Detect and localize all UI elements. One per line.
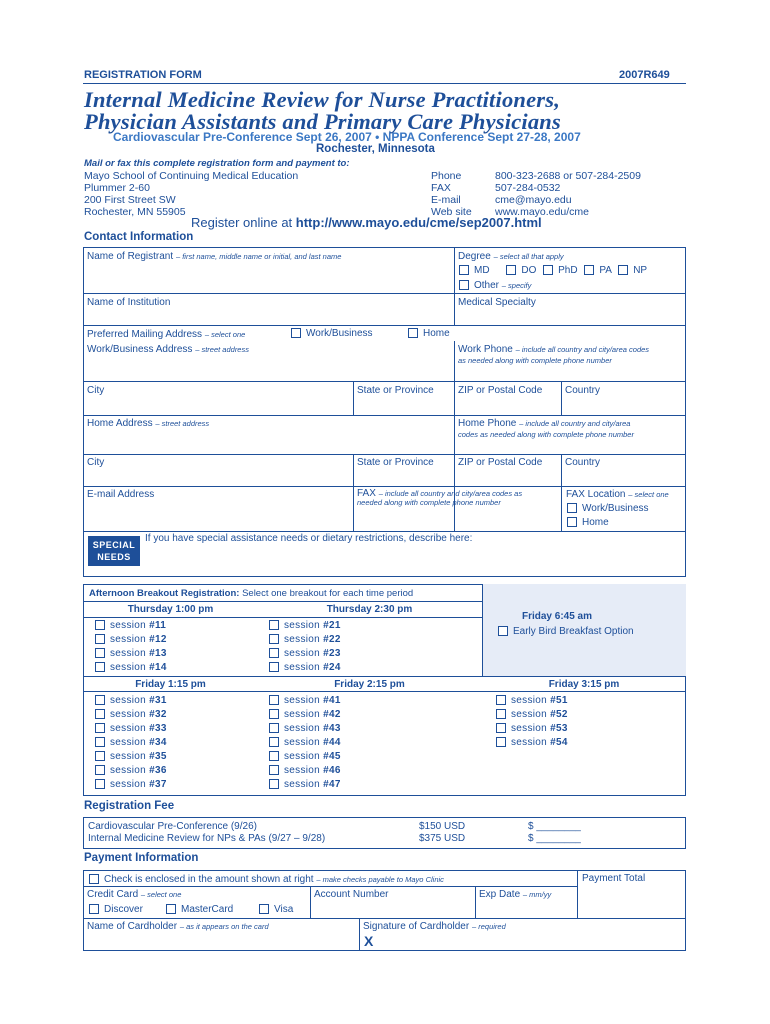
special-needs-badge: SPECIAL NEEDS [88, 536, 140, 566]
session-51-checkbox[interactable]: session #51 [496, 695, 568, 706]
fee-heading: Registration Fee [84, 800, 175, 812]
zip-label[interactable]: ZIP or Postal Code [458, 385, 543, 396]
session-22-checkbox[interactable]: session #22 [269, 634, 341, 645]
fax-location-label: FAX Location – select one [566, 489, 669, 500]
fri3-heading: Friday 3:15 pm [548, 679, 620, 690]
state-label[interactable]: State or Province [357, 385, 434, 396]
md-checkbox[interactable]: MD [459, 265, 490, 276]
phd-checkbox[interactable]: PhD [543, 265, 577, 276]
city-label[interactable]: City [87, 385, 105, 396]
institution-label[interactable]: Name of Institution [87, 297, 171, 308]
special-needs-text[interactable]: If you have special assistance needs or dietary restrictions, describe here: [145, 533, 473, 544]
form-title: REGISTRATION FORM [84, 69, 202, 81]
fri1-heading: Friday 1:15 pm [135, 679, 206, 690]
payment-heading: Payment Information [84, 852, 199, 864]
session-45-checkbox[interactable]: session #45 [269, 751, 341, 762]
contact-values: 800-323-2688 or 507-284-2509 507-284-0532 cme@mayo.edu www.mayo.edu/cme [495, 170, 641, 218]
discover-checkbox[interactable]: Discover [89, 904, 143, 915]
thu1-heading: Thursday 1:00 pm [127, 604, 214, 615]
session-34-checkbox[interactable]: session #34 [95, 737, 167, 748]
session-54-checkbox[interactable]: session #54 [496, 737, 568, 748]
mail-home-checkbox[interactable]: Home [408, 328, 450, 339]
session-21-checkbox[interactable]: session #21 [269, 620, 341, 631]
home-zip-label[interactable]: ZIP or Postal Code [458, 457, 543, 468]
mailing-address-label: Preferred Mailing Address – select one [87, 329, 246, 340]
home-state-label[interactable]: State or Province [357, 457, 434, 468]
thu2-heading: Thursday 2:30 pm [326, 604, 413, 615]
np-checkbox[interactable]: NP [618, 265, 647, 276]
work-phone-label[interactable]: Work Phone – include all country and city/area codes as needed along with complete phone number [458, 344, 650, 365]
session-12-checkbox[interactable]: session #12 [95, 634, 167, 645]
session-14-checkbox[interactable]: session #14 [95, 662, 167, 673]
session-31-checkbox[interactable]: session #31 [95, 695, 167, 706]
home-country-label[interactable]: Country [565, 457, 601, 468]
fax-home-checkbox[interactable]: Home [567, 517, 609, 528]
fee-items: Cardiovascular Pre-Conference (9/26) Internal Medicine Review for NPs & PAs (9/27 – 9/28) [88, 821, 326, 844]
fri645-heading: Friday 6:45 am [521, 611, 593, 622]
registrant-name-label[interactable]: Name of Registrant – first name, middle name or initial, and last name [87, 251, 342, 262]
degree-label: Degree – select all that apply [458, 251, 564, 262]
session-43-checkbox[interactable]: session #43 [269, 723, 341, 734]
contact-heading: Contact Information [84, 231, 194, 243]
session-47-checkbox[interactable]: session #47 [269, 779, 341, 790]
form-code: 2007R649 [619, 69, 670, 81]
other-degree-checkbox[interactable]: Other – specify [459, 280, 531, 291]
work-address-label[interactable]: Work/Business Address – street address [87, 344, 249, 355]
degree-options [459, 265, 647, 276]
signature-label[interactable]: Signature of Cardholder – required [363, 921, 506, 932]
pa-checkbox[interactable]: PA [584, 265, 611, 276]
home-city-label[interactable]: City [87, 457, 105, 468]
payment-total-label[interactable]: Payment Total [582, 873, 646, 884]
signature-x-mark: X [364, 933, 374, 949]
session-36-checkbox[interactable]: session #36 [95, 765, 167, 776]
session-35-checkbox[interactable]: session #35 [95, 751, 167, 762]
email-label[interactable]: E-mail Address [87, 489, 155, 500]
register-online: Register online at http://www.mayo.edu/cme/sep2007.html [191, 215, 542, 230]
home-phone-label[interactable]: Home Phone – include all country and city/area codes as needed along with complete phone number [458, 418, 634, 439]
fee-amounts[interactable]: $ ________ $ ________ [528, 821, 581, 844]
session-46-checkbox[interactable]: session #46 [269, 765, 341, 776]
country-label[interactable]: Country [565, 385, 601, 396]
mastercard-checkbox[interactable]: MasterCard [166, 904, 233, 915]
session-41-checkbox[interactable]: session #41 [269, 695, 341, 706]
session-13-checkbox[interactable]: session #13 [95, 648, 167, 659]
session-52-checkbox[interactable]: session #52 [496, 709, 568, 720]
early-bird-checkbox[interactable]: Early Bird Breakfast Option [498, 626, 634, 637]
account-number-label[interactable]: Account Number [314, 889, 389, 900]
conference-dates: Cardiovascular Pre-Conference Sept 26, 2007 • NPPA Conference Sept 27-28, 2007 [113, 130, 581, 144]
do-checkbox[interactable]: DO [506, 265, 536, 276]
fax-label[interactable]: FAX – include all country and city/area codes as needed along with complete phone number [357, 488, 523, 507]
session-37-checkbox[interactable]: session #37 [95, 779, 167, 790]
mail-address: Mayo School of Continuing Medical Education Plummer 2-60 200 First Street SW Rochester, MN 55905 [84, 170, 299, 218]
breakout-heading: Afternoon Breakout Registration: Select one breakout for each time period [89, 588, 414, 599]
contact-labels: Phone FAX E-mail Web site [431, 170, 472, 218]
session-32-checkbox[interactable]: session #32 [95, 709, 167, 720]
cardholder-name-label[interactable]: Name of Cardholder – as it appears on the card [87, 921, 269, 932]
check-enclosed-checkbox[interactable]: Check is enclosed in the amount shown at right – make checks payable to Mayo Clinic [89, 874, 444, 885]
mail-intro: Mail or fax this complete registration form and payment to: [84, 158, 350, 169]
session-23-checkbox[interactable]: session #23 [269, 648, 341, 659]
home-address-label[interactable]: Home Address – street address [87, 418, 210, 429]
session-24-checkbox[interactable]: session #24 [269, 662, 341, 673]
session-44-checkbox[interactable]: session #44 [269, 737, 341, 748]
specialty-label[interactable]: Medical Specialty [458, 297, 536, 308]
credit-card-label: Credit Card – select one [87, 889, 182, 900]
fee-prices: $150 USD $375 USD [419, 821, 466, 844]
visa-checkbox[interactable]: Visa [259, 904, 293, 915]
mail-work-checkbox[interactable]: Work/Business [291, 328, 373, 339]
session-53-checkbox[interactable]: session #53 [496, 723, 568, 734]
fax-work-checkbox[interactable]: Work/Business [567, 503, 649, 514]
fri2-heading: Friday 2:15 pm [334, 679, 405, 690]
session-11-checkbox[interactable]: session #11 [95, 620, 166, 631]
location: Rochester, Minnesota [316, 143, 435, 155]
session-42-checkbox[interactable]: session #42 [269, 709, 341, 720]
online-url[interactable]: http://www.mayo.edu/cme/sep2007.html [295, 215, 542, 230]
exp-date-label[interactable]: Exp Date – mm/yy [479, 889, 552, 900]
session-33-checkbox[interactable]: session #33 [95, 723, 167, 734]
main-title: Internal Medicine Review for Nurse Practitioners, Physician Assistants and Primary Care Physicians [84, 87, 561, 134]
